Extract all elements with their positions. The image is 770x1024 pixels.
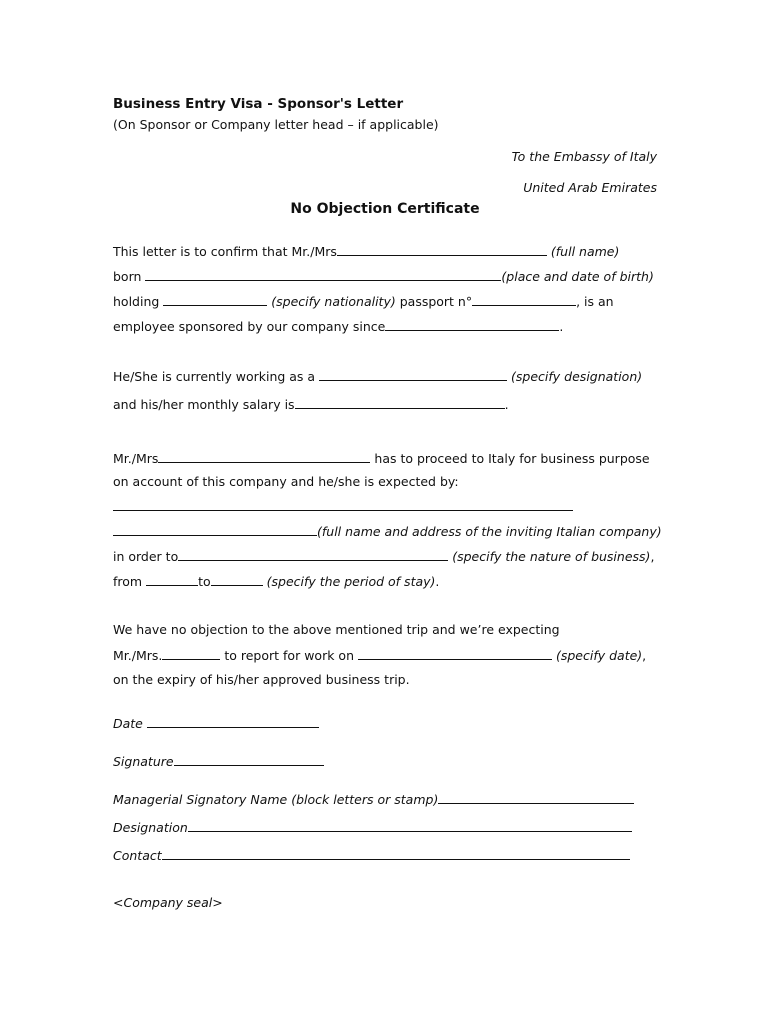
- date-blank[interactable]: [147, 715, 319, 728]
- report-date-hint: (specify date): [555, 648, 643, 663]
- recipient-line-1: To the Embassy of Italy: [511, 149, 657, 164]
- salary-blank[interactable]: [295, 396, 505, 409]
- company-seal-placeholder: <Company seal>: [113, 895, 223, 910]
- para3-line-6: [113, 573, 439, 590]
- stay-period-end: .: [435, 574, 440, 589]
- contact-blank[interactable]: [162, 847, 630, 860]
- mrmrs-label-2: Mr./Mrs.: [113, 648, 163, 663]
- salary-text: and his/her monthly salary is: [113, 397, 295, 412]
- date-label: Date: [113, 716, 143, 731]
- business-nature-hint: (specify the nature of business): [452, 549, 651, 564]
- from-date-blank[interactable]: [146, 573, 198, 586]
- para1-line-1: [113, 243, 619, 260]
- business-nature-blank[interactable]: [178, 548, 448, 561]
- nationality-blank[interactable]: [163, 293, 267, 306]
- document-subtitle: (On Sponsor or Company letter head – if applicable): [113, 117, 439, 132]
- inviting-company-blank-1[interactable]: [113, 509, 573, 511]
- para1-line-4: [113, 318, 563, 335]
- full-name-hint: (full name): [550, 244, 620, 259]
- date-field-row: [113, 715, 319, 732]
- birth-blank[interactable]: [145, 268, 501, 281]
- period-text: .: [559, 319, 564, 334]
- employee-since-text: employee sponsored by our company since: [113, 319, 386, 334]
- recipient-line-2: United Arab Emirates: [523, 180, 657, 195]
- para1-text-a: This letter is to confirm that Mr./Mrs: [113, 244, 337, 259]
- mrmrs-label: Mr./Mrs: [113, 451, 159, 466]
- para3-line-2: on account of this company and he/she is expected by:: [113, 474, 459, 489]
- born-label: born: [113, 269, 142, 284]
- to-date-blank[interactable]: [211, 573, 263, 586]
- signature-label: Signature: [113, 754, 174, 769]
- is-an-text: , is an: [576, 294, 614, 309]
- designation-blank[interactable]: [319, 368, 507, 381]
- report-comma: ,: [642, 648, 647, 663]
- traveler-name-blank[interactable]: [158, 450, 370, 463]
- report-name-blank[interactable]: [162, 647, 220, 660]
- report-date-blank[interactable]: [358, 647, 552, 660]
- document-title: Business Entry Visa - Sponsor's Letter: [113, 96, 404, 112]
- para3-line-1: [113, 450, 650, 467]
- salary-period: .: [504, 397, 509, 412]
- designation-label: Designation: [113, 820, 188, 835]
- from-label: from: [113, 574, 143, 589]
- para3-line-4: [113, 523, 662, 540]
- designation-signoff-blank[interactable]: [188, 819, 632, 832]
- comma-text: ,: [650, 549, 655, 564]
- certificate-heading: No Objection Certificate: [290, 201, 480, 217]
- passport-blank[interactable]: [472, 293, 576, 306]
- signature-field-row: [113, 753, 324, 770]
- contact-label: Contact: [113, 848, 162, 863]
- full-name-blank[interactable]: [337, 243, 547, 256]
- signatory-blank[interactable]: [438, 791, 634, 804]
- proceed-text: has to proceed to Italy for business purpose: [374, 451, 650, 466]
- stay-period-hint: (specify the period of stay): [266, 574, 436, 589]
- holding-label: holding: [113, 294, 160, 309]
- passport-label: passport n°: [399, 294, 473, 309]
- para2-line-1: [113, 368, 642, 385]
- designation-field-row: [113, 819, 632, 836]
- para2-line-2: [113, 396, 509, 413]
- inviting-company-blank-2[interactable]: [113, 523, 317, 536]
- since-blank[interactable]: [385, 318, 559, 331]
- signatory-label: Managerial Signatory Name (block letters or stamp): [113, 792, 439, 807]
- inviting-company-hint: (full name and address of the inviting Italian company): [317, 524, 662, 539]
- para4-line-1: We have no objection to the above mentioned trip and we’re expecting: [113, 622, 560, 637]
- para3-line-5: [113, 548, 654, 565]
- para4-line-3: on the expiry of his/her approved business trip.: [113, 672, 410, 687]
- nationality-hint: (specify nationality): [271, 294, 396, 309]
- working-as-text: He/She is currently working as a: [113, 369, 316, 384]
- para4-line-2: [113, 647, 646, 664]
- para1-line-2: [113, 268, 654, 285]
- birth-hint: (place and date of birth): [501, 269, 654, 284]
- designation-hint: (specify designation): [511, 369, 643, 384]
- report-text: to report for work on: [224, 648, 354, 663]
- to-label: to: [198, 574, 211, 589]
- signatory-field-row: [113, 791, 634, 808]
- contact-field-row: [113, 847, 630, 864]
- signature-blank[interactable]: [174, 753, 324, 766]
- in-order-to-label: in order to: [113, 549, 179, 564]
- para1-line-3: [113, 293, 614, 310]
